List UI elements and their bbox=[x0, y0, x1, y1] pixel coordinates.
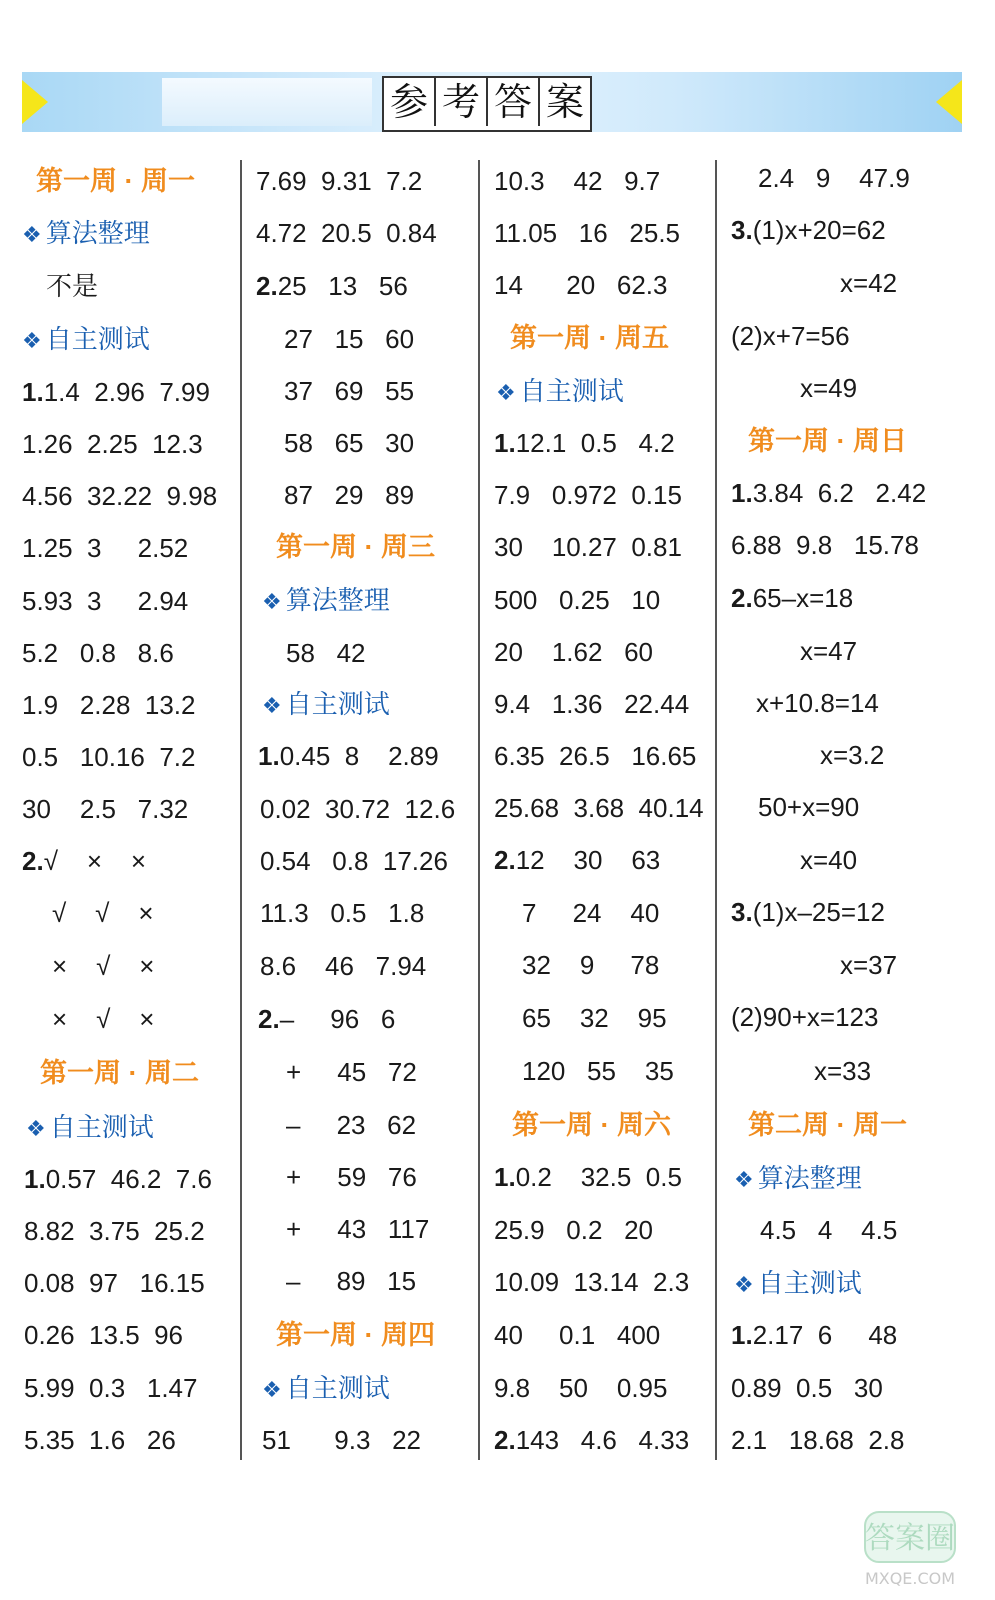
answer-row: 0.54 0.8 17.26 bbox=[260, 846, 448, 876]
answer-row: 25.68 3.68 40.14 bbox=[494, 793, 704, 823]
subsection-heading: ❖ 自主测试 bbox=[22, 324, 150, 354]
section-heading: 第二周 · 周一 bbox=[748, 1110, 907, 1140]
section-heading: 第一周 · 周一 bbox=[36, 166, 195, 196]
equation: x=33 bbox=[814, 1056, 872, 1086]
answer-row: 6.88 9.8 15.78 bbox=[731, 530, 919, 560]
answer-row: 1.3.84 6.2 2.42 bbox=[731, 478, 927, 508]
subsection-heading: ❖ 自主测试 bbox=[26, 1112, 154, 1142]
answer-row: 5.35 1.6 26 bbox=[24, 1425, 176, 1455]
answer-row: 1.0.57 46.2 7.6 bbox=[24, 1164, 212, 1194]
answer-text: 不是 bbox=[46, 271, 99, 301]
watermark-logo-icon bbox=[845, 1502, 975, 1592]
answer-row: 0.5 10.16 7.2 bbox=[22, 742, 196, 772]
answer-row: 10.3 42 9.7 bbox=[494, 166, 661, 196]
answer-row: 1.0.2 32.5 0.5 bbox=[494, 1162, 682, 1192]
answer-row: 1.9 2.28 13.2 bbox=[22, 690, 196, 720]
equation: x=49 bbox=[800, 373, 858, 403]
answer-row: 4.5 4 4.5 bbox=[760, 1215, 898, 1245]
answer-row: – 89 15 bbox=[286, 1266, 417, 1296]
diamond-icon: ❖ bbox=[26, 1116, 46, 1141]
answer-row: 58 65 30 bbox=[284, 428, 415, 458]
equation: x=47 bbox=[800, 636, 858, 666]
svg-text:MXQE.COM: MXQE.COM bbox=[864, 1569, 956, 1588]
title-char: 参 bbox=[384, 78, 436, 126]
answer-row: 11.3 0.5 1.8 bbox=[260, 898, 425, 928]
answer-row: 5.99 0.3 1.47 bbox=[24, 1373, 198, 1403]
answer-row: 1.26 2.25 12.3 bbox=[22, 429, 203, 459]
section-heading: 第一周 · 周二 bbox=[40, 1058, 199, 1088]
answer-row: 20 1.62 60 bbox=[494, 637, 654, 667]
answer-row: 2.4 9 47.9 bbox=[758, 163, 910, 193]
equation: 3.(1)x–25=12 bbox=[731, 897, 885, 927]
column-divider bbox=[715, 160, 717, 1460]
page-title bbox=[382, 76, 592, 132]
equation: 50+x=90 bbox=[758, 792, 860, 822]
answer-row: 0.02 30.72 12.6 bbox=[260, 794, 456, 824]
answer-row: 2.– 96 6 bbox=[258, 1004, 396, 1034]
answer-row: 14 20 62.3 bbox=[494, 270, 668, 300]
answer-row: 40 0.1 400 bbox=[494, 1320, 661, 1350]
subsection-heading: ❖ 自主测试 bbox=[496, 376, 624, 406]
answer-row: 87 29 89 bbox=[284, 480, 415, 510]
answer-row: 9.4 1.36 22.44 bbox=[494, 689, 690, 719]
answer-row: 7.69 9.31 7.2 bbox=[256, 166, 423, 196]
answer-row: 1.25 3 2.52 bbox=[22, 533, 189, 563]
diamond-icon: ❖ bbox=[262, 1377, 282, 1402]
diamond-icon: ❖ bbox=[262, 693, 282, 718]
equation: (2)x+7=56 bbox=[731, 321, 850, 351]
answer-row: 65 32 95 bbox=[522, 1003, 667, 1033]
answer-row: 500 0.25 10 bbox=[494, 585, 661, 615]
answer-row: 9.8 50 0.95 bbox=[494, 1373, 668, 1403]
title-char: 案 bbox=[545, 80, 584, 124]
answer-row: + 43 117 bbox=[286, 1214, 430, 1244]
title-char: 答 bbox=[488, 78, 540, 126]
answer-row: 30 10.27 0.81 bbox=[494, 532, 682, 562]
diamond-icon: ❖ bbox=[22, 328, 42, 353]
answer-row: 10.09 13.14 2.3 bbox=[494, 1267, 690, 1297]
section-heading: 第一周 · 周三 bbox=[276, 532, 435, 562]
answer-row: × √ × bbox=[52, 1004, 155, 1034]
answer-row: 5.2 0.8 8.6 bbox=[22, 638, 174, 668]
diamond-icon: ❖ bbox=[262, 589, 282, 614]
answer-row: + 59 76 bbox=[286, 1162, 417, 1192]
answer-row: 4.56 32.22 9.98 bbox=[22, 481, 218, 511]
answer-row: 51 9.3 22 bbox=[262, 1425, 421, 1455]
answer-row: 2.143 4.6 4.33 bbox=[494, 1425, 690, 1455]
triangle-left-icon bbox=[22, 80, 48, 124]
subsection-heading: ❖ 自主测试 bbox=[262, 1373, 390, 1403]
answer-row: 8.82 3.75 25.2 bbox=[24, 1216, 205, 1246]
answer-row: 4.72 20.5 0.84 bbox=[256, 218, 437, 248]
subsection-heading: ❖ 算法整理 bbox=[734, 1163, 862, 1193]
answer-row: 1.12.1 0.5 4.2 bbox=[494, 428, 675, 458]
subsection-heading: ❖ 自主测试 bbox=[734, 1268, 862, 1298]
diamond-icon: ❖ bbox=[22, 222, 42, 247]
answer-row: 25.9 0.2 20 bbox=[494, 1215, 654, 1245]
section-heading: 第一周 · 周五 bbox=[510, 323, 669, 353]
diamond-icon: ❖ bbox=[496, 380, 516, 405]
section-heading: 第一周 · 周日 bbox=[748, 426, 907, 456]
answer-row: 37 69 55 bbox=[284, 376, 415, 406]
answer-row: × √ × bbox=[52, 951, 155, 981]
answer-row: 27 15 60 bbox=[284, 324, 415, 354]
diamond-icon: ❖ bbox=[734, 1272, 754, 1297]
answer-row: 30 2.5 7.32 bbox=[22, 794, 189, 824]
answer-row: 1.2.17 6 48 bbox=[731, 1320, 898, 1350]
answer-row: √ √ × bbox=[52, 898, 154, 928]
answer-row: 0.26 13.5 96 bbox=[24, 1320, 184, 1350]
answer-row: 7.9 0.972 0.15 bbox=[494, 480, 682, 510]
column-divider bbox=[478, 160, 480, 1460]
equation: 3.(1)x+20=62 bbox=[731, 215, 886, 245]
answer-row: 2.1 18.68 2.8 bbox=[731, 1425, 905, 1455]
answer-row: 0.89 0.5 30 bbox=[731, 1373, 883, 1403]
column-divider bbox=[240, 160, 242, 1460]
answer-row: 32 9 78 bbox=[522, 950, 660, 980]
equation: x=42 bbox=[840, 268, 898, 298]
answer-row: + 45 72 bbox=[286, 1057, 417, 1087]
answer-row: 120 55 35 bbox=[522, 1056, 674, 1086]
subsection-heading: ❖ 自主测试 bbox=[262, 689, 390, 719]
answer-row: 58 42 bbox=[286, 638, 366, 668]
answer-row: 7 24 40 bbox=[522, 898, 660, 928]
diamond-icon: ❖ bbox=[734, 1167, 754, 1192]
answer-row: 1.0.45 8 2.89 bbox=[258, 741, 439, 771]
answer-row: 2.12 30 63 bbox=[494, 845, 661, 875]
equation: x=37 bbox=[840, 950, 898, 980]
banner-decoration bbox=[162, 78, 372, 126]
equation: x=40 bbox=[800, 845, 858, 875]
equation: x+10.8=14 bbox=[756, 688, 879, 718]
svg-text:答案圈: 答案圈 bbox=[865, 1521, 955, 1556]
answer-row: – 23 62 bbox=[286, 1110, 417, 1140]
answer-row: 6.35 26.5 16.65 bbox=[494, 741, 697, 771]
section-heading: 第一周 · 周四 bbox=[276, 1320, 435, 1350]
answer-row: 8.6 46 7.94 bbox=[260, 951, 427, 981]
answer-row: 1.1.4 2.96 7.99 bbox=[22, 377, 210, 407]
equation: 2.65–x=18 bbox=[731, 583, 854, 613]
title-char: 考 bbox=[436, 78, 488, 126]
answer-row: 11.05 16 25.5 bbox=[494, 218, 680, 248]
subsection-heading: ❖ 算法整理 bbox=[262, 585, 390, 615]
answer-row: 2.√ × × bbox=[22, 846, 147, 876]
answer-row: 5.93 3 2.94 bbox=[22, 586, 189, 616]
answer-row: 2.25 13 56 bbox=[256, 271, 408, 301]
subsection-heading: ❖ 算法整理 bbox=[22, 218, 150, 248]
equation: x=3.2 bbox=[820, 740, 885, 770]
triangle-right-icon bbox=[936, 80, 962, 124]
equation: (2)90+x=123 bbox=[731, 1002, 879, 1032]
section-heading: 第一周 · 周六 bbox=[512, 1110, 671, 1140]
answer-row: 0.08 97 16.15 bbox=[24, 1268, 205, 1298]
